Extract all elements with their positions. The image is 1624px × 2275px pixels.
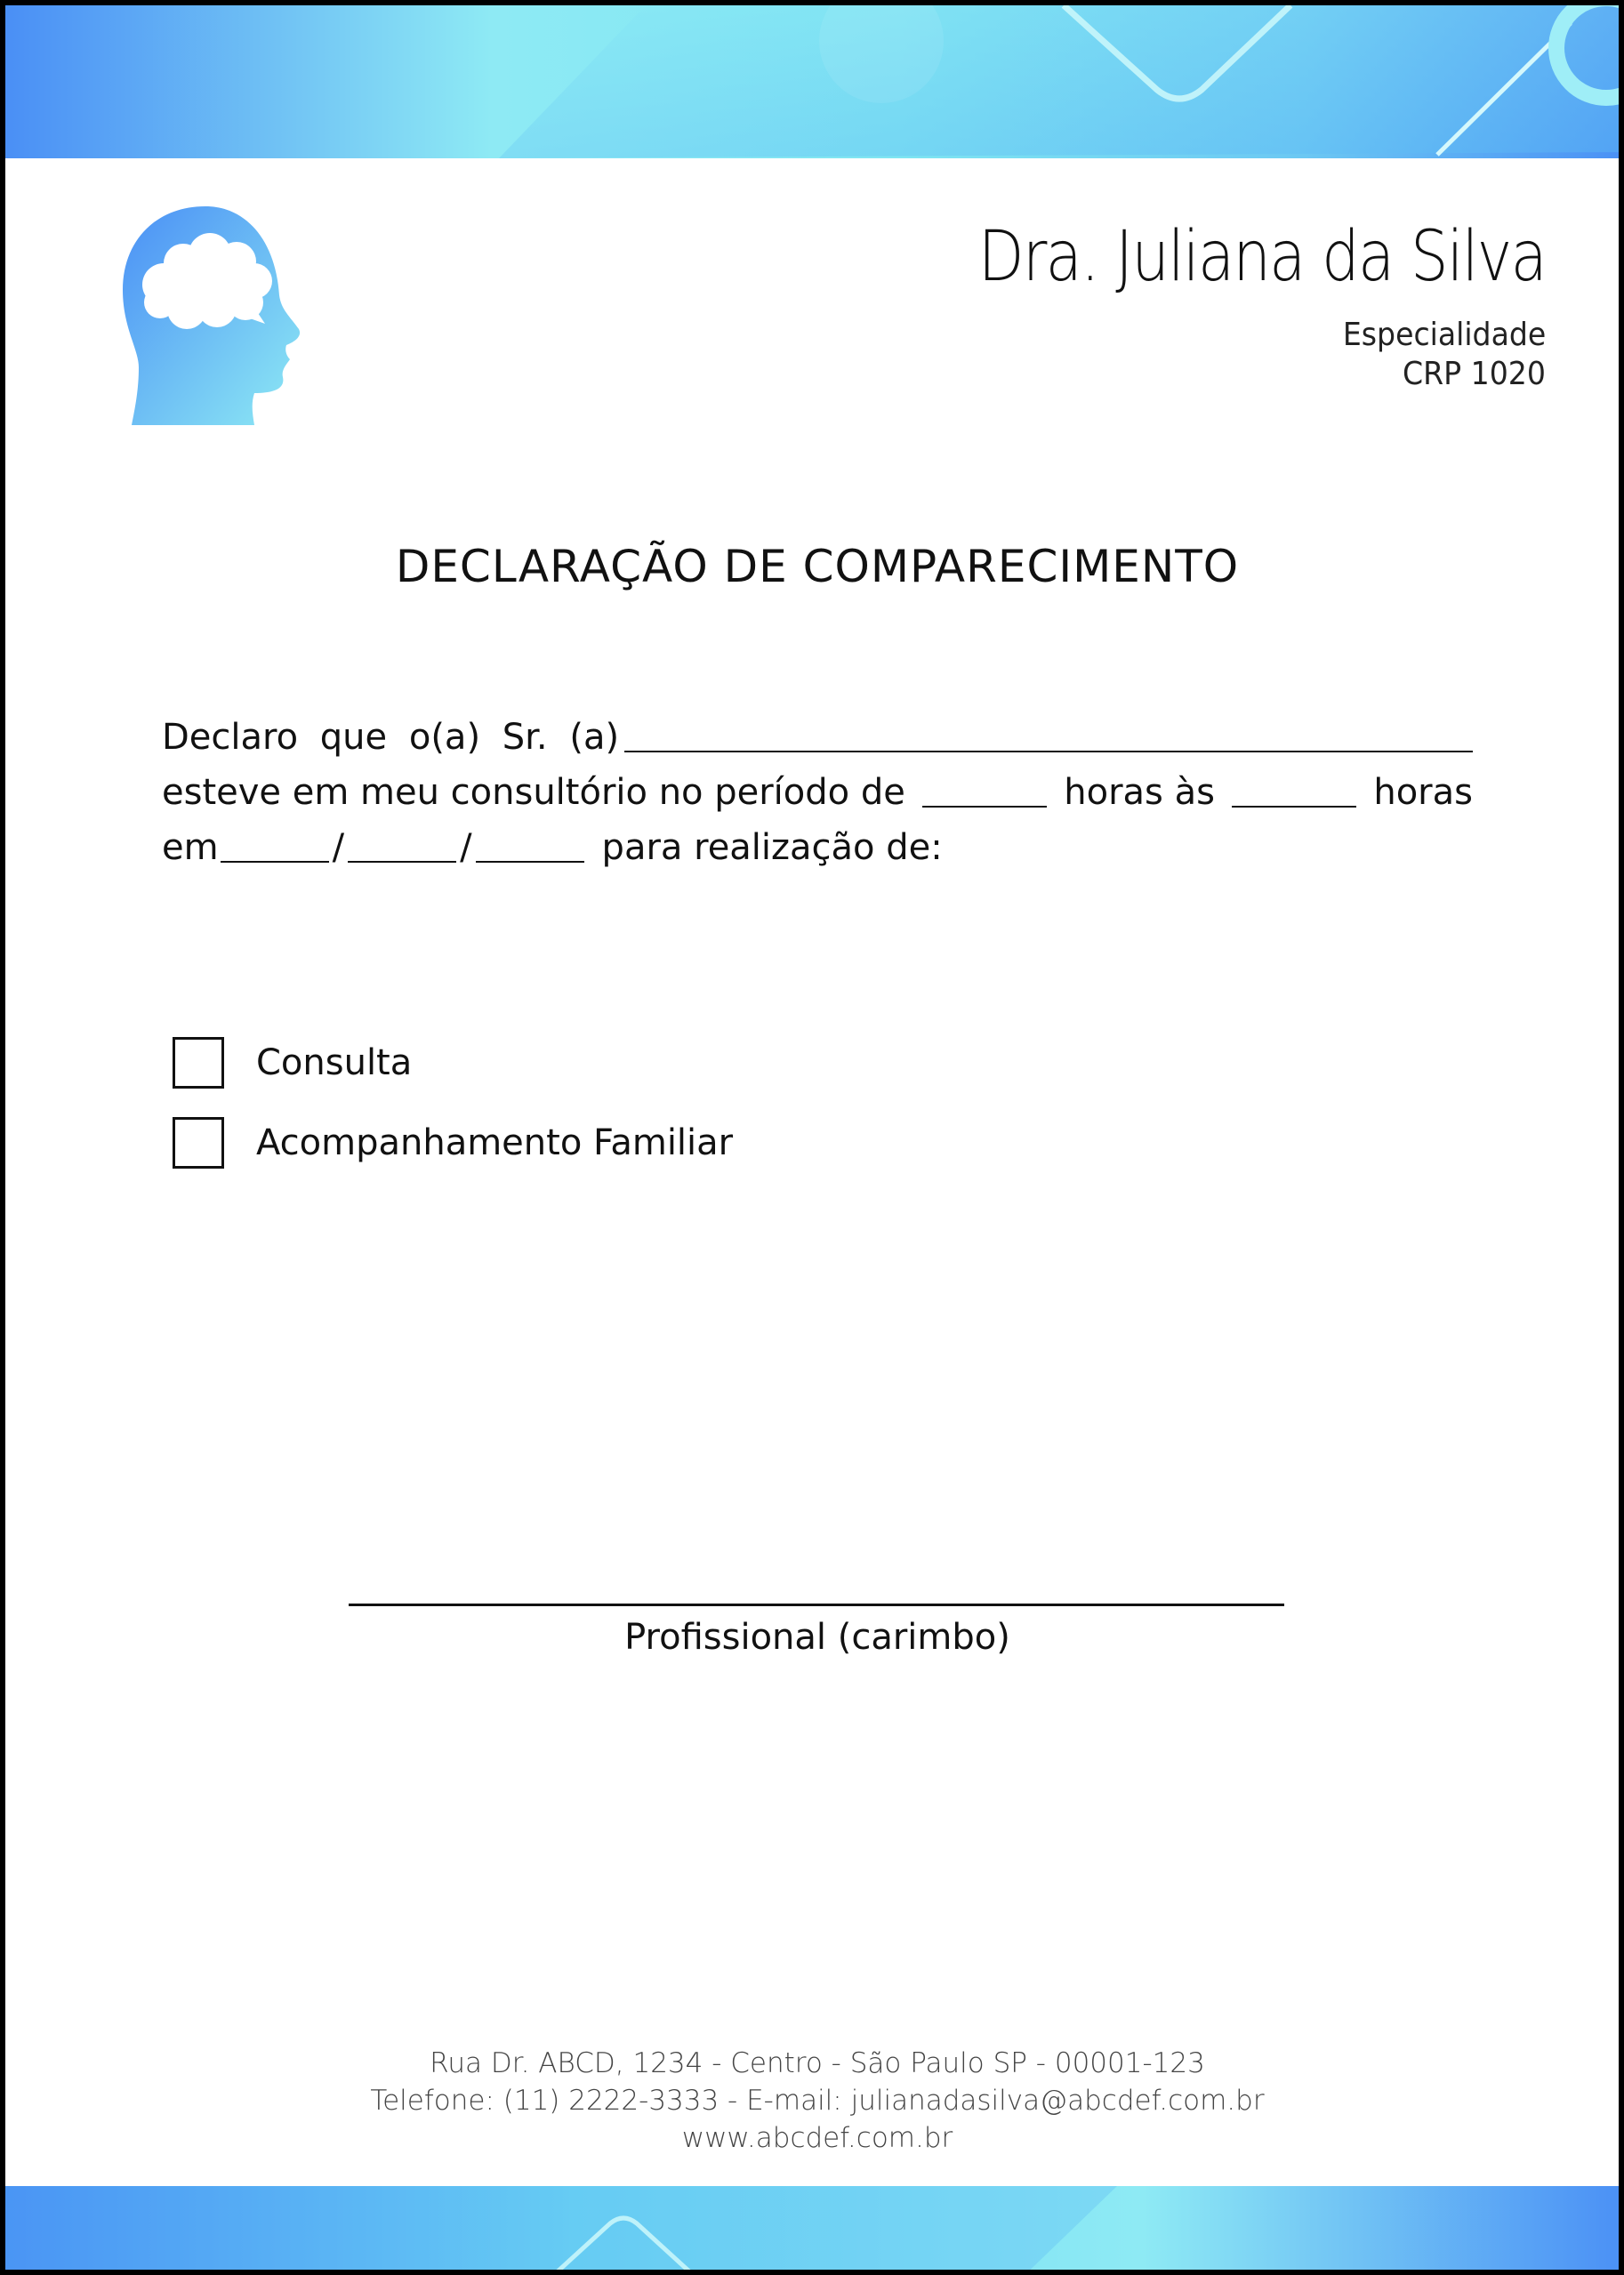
date-separator: /: [332, 827, 345, 868]
end-hour-blank[interactable]: [1232, 770, 1356, 808]
acompanhamento-familiar-label: Acompanhamento Familiar: [256, 1122, 734, 1163]
declaration-line-2-suffix: horas: [1373, 772, 1473, 813]
crp-number: CRP 1020: [1403, 356, 1546, 392]
declaration-line-1: [162, 708, 1473, 758]
option-acompanhamento-familiar[interactable]: [173, 1117, 733, 1169]
footer-address: Rua Dr. ABCD, 1234 - Centro - São Paulo SP - 00001-123: [430, 2047, 1205, 2079]
footer-website: www.abcdef.com.br: [681, 2122, 953, 2154]
date-year-blank[interactable]: [476, 825, 584, 863]
declaration-line-3-text: em: [162, 827, 219, 868]
declaration-line-2-text: esteve em meu consultório no período de: [162, 772, 905, 813]
declaration-line-3-suffix: para realização de:: [601, 827, 943, 868]
footer-contact: Telefone: (11) 2222-3333 - E-mail: julianadasilva@abcdef.com.br: [370, 2085, 1265, 2117]
acompanhamento-familiar-checkbox[interactable]: [173, 1117, 224, 1169]
specialty-label: Especialidade: [1342, 317, 1546, 353]
declaration-line-2-mid: horas às: [1064, 772, 1215, 813]
declaration-line-1-text: Declaro que o(a) Sr. (a): [162, 717, 620, 758]
declaration-line-2: [162, 763, 1473, 813]
psychology-head-logo-icon: [121, 203, 308, 425]
document-title: DECLARAÇÃO DE COMPARECIMENTO: [395, 541, 1240, 592]
signature-label: Profissional (carimbo): [624, 1617, 1010, 1658]
header-decorative-band: [5, 5, 1624, 158]
footer-decorative-band: [5, 2186, 1624, 2275]
doctor-name: Dra. Juliana da Silva: [977, 217, 1546, 297]
consulta-label: Consulta: [256, 1042, 413, 1083]
option-consulta[interactable]: [173, 1037, 412, 1089]
consulta-checkbox[interactable]: [173, 1037, 224, 1089]
date-month-blank[interactable]: [348, 825, 456, 863]
date-day-blank[interactable]: [221, 825, 329, 863]
signature-line[interactable]: [349, 1604, 1284, 1606]
start-hour-blank[interactable]: [922, 770, 1047, 808]
date-separator: /: [460, 827, 472, 868]
declaration-line-3: [162, 818, 943, 868]
patient-name-blank[interactable]: [624, 715, 1473, 752]
